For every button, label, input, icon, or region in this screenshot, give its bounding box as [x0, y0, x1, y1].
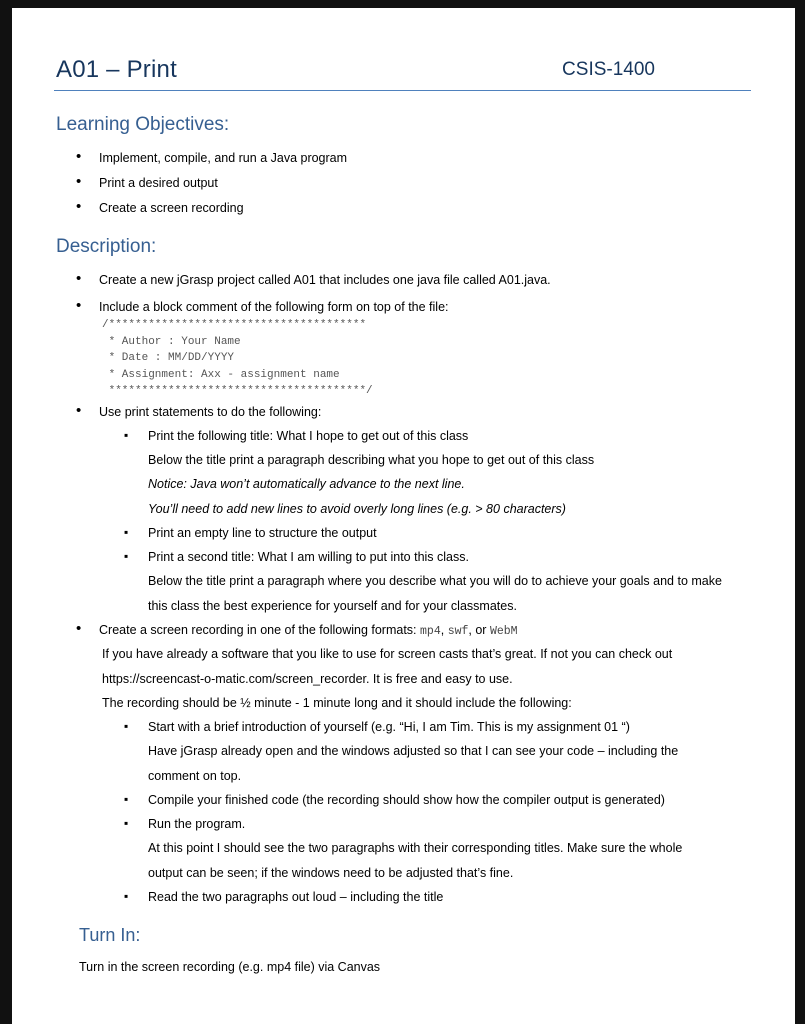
- description-bullet: • Include a block comment of the following form on top of the file:: [99, 299, 449, 315]
- description-bullet: • Use print statements to do the following:: [99, 404, 321, 420]
- sub-bullet-text: At this point I should see the two paragraphs with their corresponding titles. Make sure the whole: [148, 841, 683, 855]
- sub-bullet: ▪ Read the two paragraphs out loud – including the title: [148, 889, 443, 905]
- recording-format-text: Create a screen recording in one of the following formats:: [99, 623, 421, 637]
- sub-bullet: ▪ Print the following title: What I hope to get out of this class: [148, 428, 468, 444]
- sub-bullet: ▪ Compile your finished code (the recording should show how the compiler output is generated): [148, 792, 665, 808]
- format-separator: , or: [468, 623, 490, 637]
- sub-bullet: ▪ Start with a brief introduction of yourself (e.g. “Hi, I am Tim. This is my assignment 01 “): [148, 719, 630, 735]
- sub-bullet: ▪ Print an empty line to structure the output: [148, 525, 377, 541]
- sub-bullet-text: Below the title print a paragraph describing what you hope to get out of this class: [148, 453, 595, 467]
- sub-bullet: ▪ Print a second title: What I am willing to put into this class.: [148, 549, 469, 565]
- sub-bullet-text: output can be seen; if the windows need to be adjusted that’s fine.: [148, 866, 514, 880]
- description-bullet: • Create a new jGrasp project called A01 that includes one java file called A01.java.: [99, 272, 551, 288]
- code-line: /***************************************: [102, 319, 367, 331]
- document-page: [12, 8, 795, 1024]
- sub-bullet-text: this class the best experience for yourself and for your classmates.: [148, 599, 517, 613]
- code-line: * Assignment: Axx - assignment name: [102, 369, 340, 381]
- notice-text: Notice: Java won’t automatically advance to the next line.: [148, 477, 465, 491]
- code-line: ***************************************/: [102, 385, 373, 397]
- code-line: * Author : Your Name: [102, 336, 241, 348]
- sub-bullet: ▪ Run the program.: [148, 816, 245, 832]
- objective-item: • Create a screen recording: [99, 200, 244, 216]
- learning-objectives-heading: Learning Objectives:: [56, 114, 230, 135]
- objective-item: • Implement, compile, and run a Java program: [99, 150, 347, 166]
- objective-item: • Print a desired output: [99, 175, 218, 191]
- code-line: * Date : MM/DD/YYYY: [102, 352, 235, 364]
- sub-bullet-text: Below the title print a paragraph where you describe what you will do to achieve your goals and to make: [148, 574, 722, 588]
- format-mp4: mp4: [420, 625, 441, 638]
- turn-in-heading: Turn In:: [79, 925, 141, 945]
- screencast-link[interactable]: https://screencast-o-matic.com/screen_recorder. It is free and easy to use.: [102, 672, 513, 686]
- bullet-text: The recording should be ½ minute - 1 minute long and it should include the following:: [102, 696, 572, 710]
- description-heading: Description:: [56, 236, 157, 257]
- format-webm: WebM: [489, 625, 518, 638]
- format-separator: ,: [440, 623, 448, 637]
- turn-in-text: Turn in the screen recording (e.g. mp4 file) via Canvas: [79, 960, 381, 974]
- bullet-text: If you have already a software that you like to use for screen casts that’s great. If not you can check out: [102, 647, 673, 661]
- document-header: [54, 56, 751, 91]
- sub-bullet-text: comment on top.: [148, 769, 242, 783]
- format-swf: swf: [447, 625, 469, 638]
- sub-bullet-text: Have jGrasp already open and the windows adjusted so that I can see your code – including the: [148, 744, 679, 758]
- description-bullet: [99, 622, 518, 640]
- notice-text: You’ll need to add new lines to avoid overly long lines (e.g. > 80 characters): [148, 502, 566, 516]
- course-code: CSIS-1400: [562, 59, 655, 80]
- document-title: A01 – Print: [56, 56, 177, 83]
